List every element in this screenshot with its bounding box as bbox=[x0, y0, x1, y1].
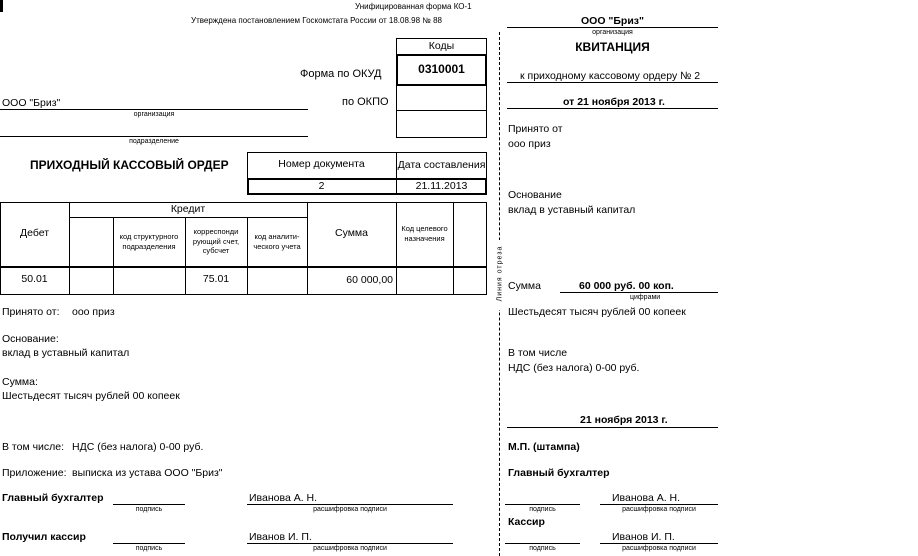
okud-value: 0310001 bbox=[418, 62, 465, 76]
received-from-label: Принято от: bbox=[2, 306, 60, 318]
td-debit: 50.01 bbox=[21, 273, 48, 286]
receipt-sum-value: 60 000 руб. 00 коп. bbox=[579, 280, 674, 292]
date-label: Дата составления bbox=[397, 158, 486, 171]
cut-line-label: Линия отреза bbox=[496, 245, 504, 302]
receipt-basis-label: Основание bbox=[508, 189, 562, 201]
receipt-cashier-name: Иванов И. П. bbox=[612, 531, 675, 543]
received-from-value: ооо приз bbox=[72, 306, 115, 318]
cashier-received-label: Получил кассир bbox=[2, 531, 86, 543]
form-unified-label: Унифицированная форма КО-1 bbox=[355, 2, 472, 11]
doc-number-value: 2 bbox=[318, 179, 325, 192]
attach-value: выписка из устава ООО "Бриз" bbox=[72, 467, 223, 479]
okud-label: Форма по ОКУД bbox=[300, 68, 382, 80]
receipt-org-caption: организация bbox=[592, 29, 633, 36]
th-corr-account: корреспонди рующий счет, субсчет bbox=[192, 226, 240, 256]
th-purpose-code: Код целевого назначения bbox=[401, 224, 448, 243]
division-caption: подразделение bbox=[129, 138, 179, 145]
th-amount: Сумма bbox=[335, 227, 368, 240]
sum-label: Сумма: bbox=[2, 376, 38, 388]
th-structural-code: код структурного подразделения bbox=[119, 231, 179, 251]
th-debit: Дебет bbox=[19, 227, 50, 240]
date-value: 21.11.2013 bbox=[415, 179, 468, 192]
receipt-date-bottom: 21 ноября 2013 г. bbox=[580, 414, 668, 426]
receipt-received-from-value: ооо приз bbox=[508, 138, 551, 150]
receipt-org-name: ООО "Бриз" bbox=[580, 15, 644, 27]
org-caption: организация bbox=[133, 111, 175, 118]
receipt-sum-label: Сумма bbox=[508, 280, 541, 292]
receipt-to-order: к приходному кассовому ордеру № 2 bbox=[520, 70, 701, 82]
incl-label: В том числе: bbox=[2, 441, 65, 453]
receipt-incl-label: В том числе bbox=[508, 347, 568, 359]
chief-decoding-caption: расшифровка подписи bbox=[313, 506, 387, 513]
receipt-chief-signature-caption: подпись bbox=[529, 506, 556, 513]
order-title: ПРИХОДНЫЙ КАССОВЫЙ ОРДЕР bbox=[30, 158, 229, 172]
receipt-cashier-label: Кассир bbox=[508, 516, 545, 528]
receipt-basis-value: вклад в уставный капитал bbox=[508, 204, 636, 216]
okpo-label: по ОКПО bbox=[342, 96, 389, 108]
receipt-chief-decoding-caption: расшифровка подписи bbox=[622, 506, 696, 513]
cashier-name: Иванов И. П. bbox=[249, 531, 312, 543]
th-analytic-code: код аналити-ческого учета bbox=[253, 231, 301, 251]
receipt-digits-caption: цифрами bbox=[630, 294, 661, 301]
receipt-incl-value: НДС (без налога) 0-00 руб. bbox=[508, 362, 640, 374]
chief-name: Иванова А. Н. bbox=[249, 492, 318, 504]
chief-accountant-label: Главный бухгалтер bbox=[2, 492, 104, 504]
receipt-date-line: от 21 ноября 2013 г. bbox=[563, 96, 665, 108]
codes-title: Коды bbox=[428, 40, 455, 52]
codes-box bbox=[396, 38, 487, 138]
chief-signature-caption: подпись bbox=[135, 506, 163, 513]
receipt-chief-accountant-label: Главный бухгалтер bbox=[508, 467, 610, 479]
doc-number-label: Номер документа bbox=[278, 158, 365, 171]
td-amount: 60 000,00 bbox=[346, 274, 393, 286]
receipt-title: КВИТАНЦИЯ bbox=[575, 40, 650, 54]
corner-mark bbox=[0, 0, 3, 12]
approved-label: Утверждена постановлением Госкомстата России от 18.08.98 № 88 bbox=[191, 16, 442, 25]
receipt-stamp: М.П. (штампа) bbox=[508, 441, 580, 453]
attach-label: Приложение: bbox=[2, 467, 67, 479]
receipt-sum-words: Шестьдесят тысяч рублей 00 копеек bbox=[508, 306, 686, 318]
td-corr-account: 75.01 bbox=[202, 273, 230, 286]
incl-value: НДС (без налога) 0-00 руб. bbox=[72, 441, 204, 453]
receipt-chief-name: Иванова А. Н. bbox=[612, 492, 681, 504]
sum-words: Шестьдесят тысяч рублей 00 копеек bbox=[2, 390, 180, 402]
org-name: ООО "Бриз" bbox=[2, 97, 61, 109]
th-credit: Кредит bbox=[170, 202, 206, 215]
cashier-decoding-caption: расшифровка подписи bbox=[313, 545, 387, 552]
receipt-cashier-decoding-caption: расшифровка подписи bbox=[622, 545, 696, 552]
basis-label: Основание: bbox=[2, 333, 59, 345]
cashier-signature-caption: подпись bbox=[135, 545, 163, 552]
receipt-received-from-label: Принято от bbox=[508, 123, 563, 135]
basis-value: вклад в уставный капитал bbox=[2, 347, 130, 359]
receipt-cashier-signature-caption: подпись bbox=[529, 545, 556, 552]
